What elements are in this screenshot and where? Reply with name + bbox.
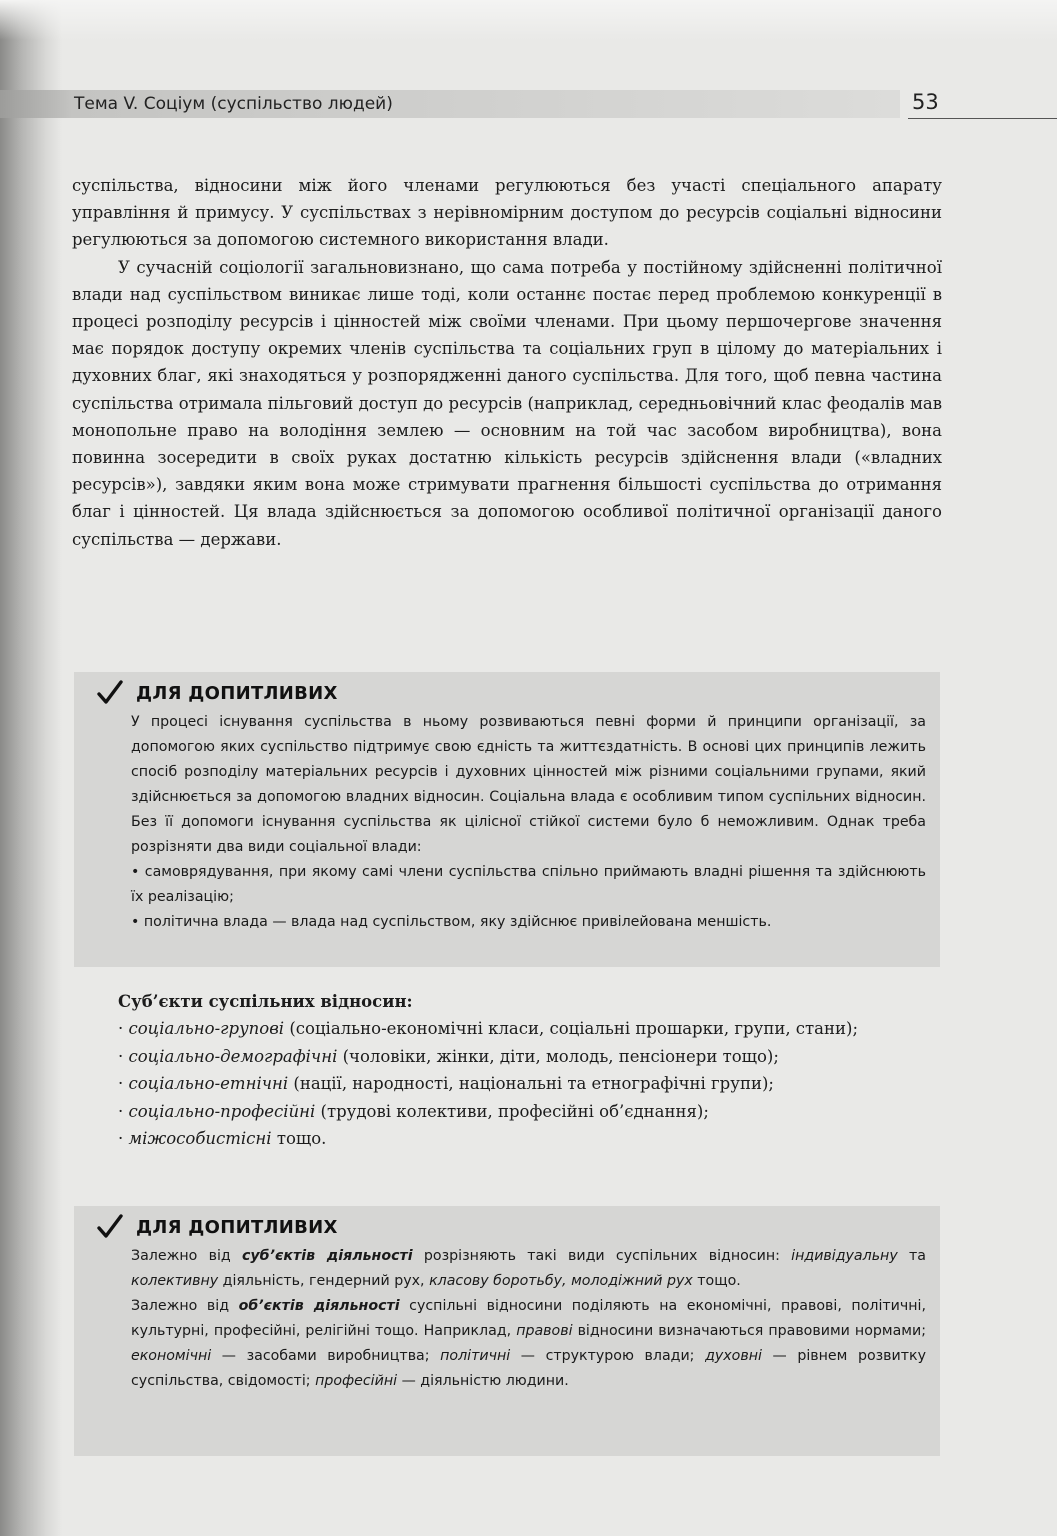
subjects-list-item [72,1070,944,1097]
info-box-bullet: • самоврядування, при якому самі члени суспільства спільно приймають владні рішення та здійснюють їх реалізацію; [131,864,926,905]
subjects-list-item [72,1125,944,1152]
key-term: політичні [440,1348,511,1364]
key-term: об’єктів діяльності [238,1298,400,1314]
page-number: 53 [912,90,939,114]
key-term: суб’єктів діяльності [242,1248,413,1264]
text-run: — діяльністю людини. [397,1373,569,1389]
text-run: тощо. [692,1273,741,1289]
subject-desc: (трудові колективи, професійні об’єднання); [315,1101,709,1121]
subject-desc: (нації, народності, національні та етнографічні групи); [288,1074,774,1094]
info-box-body [131,1244,926,1394]
bullet: · [118,1129,129,1149]
key-term: індивідуальну [791,1248,898,1264]
text-run: суспільні відносини поділяють на економічні, правові, політичні, культурні, професійні, релігійні тощо. Наприклад, [131,1298,926,1339]
subjects-list-item [72,1015,944,1042]
text-run: — засобами виробництва; [211,1348,441,1364]
info-box-header [96,678,338,708]
subject-desc: (чоловіки, жінки, діти, молодь, пенсіонери тощо); [337,1046,779,1066]
subject-term: соціально-етнічні [128,1074,289,1094]
subject-term: соціально-демографічні [128,1046,338,1066]
text-run: Залежно від [131,1298,239,1314]
main-text [72,172,942,553]
header-rule [908,118,1057,119]
bullet: · [118,1074,129,1094]
bullet: · [118,1101,129,1121]
text-run: відносини визначаються правовими нормами; [572,1323,926,1339]
running-header [0,86,1057,126]
subject-desc: тощо. [271,1129,327,1149]
text-run: розрізняють такі види суспільних відносин: [412,1248,792,1264]
subjects-list-item [72,1043,944,1070]
info-box-paragraph: У процесі існування суспільства в ньому розвиваються певні форми й принципи організації, за допомогою яких суспільство підтримує свою єдність та життєздатність. В основі цих принципів лежить спосіб розподілу матеріальних ресурсів і духовних цінностей між різними соціальними групами, який здійснюється за допомогою владних відносин. Соціальна влада є особливим типом суспільних відносин. Без її допомоги існування суспільства як цілісної стійкої системи було б неможливим. Однак треба розрізняти два види соціальної влади: [131,714,926,855]
text-run: діяльність, гендерний рух, [218,1273,430,1289]
header-title: Тема V. Соціум (суспільство людей) [74,94,393,114]
info-box-body [131,710,926,935]
subjects-section [72,988,944,1152]
info-box-header [96,1212,338,1242]
key-term: правові [516,1323,573,1339]
bullet: · [118,1046,129,1066]
key-term: професійні [315,1373,398,1389]
subjects-list-item [72,1098,944,1125]
scan-top-shade [0,0,1057,40]
paragraph-1: суспільства, відносини між його членами регулюються без участі спеціального апарату управління й примусу. У суспільствах з нерівномірним доступом до ресурсів соціальні відносини регулюються за допомогою системного використання влади. [72,176,942,250]
info-box-paragraph [131,1294,926,1394]
text-run: та [897,1248,926,1264]
check-icon [96,1213,124,1241]
scan-edge-shadow [0,0,62,1536]
info-box-curious-2 [74,1206,940,1456]
key-term: духовні [705,1348,762,1364]
info-box-title: ДЛЯ ДОПИТЛИВИХ [136,682,338,704]
info-box-bullet: • політична влада — влада над суспільством, яку здійснює привілейована меншість. [131,914,772,930]
subject-term: соціально-групові [128,1019,285,1039]
check-icon [96,679,124,707]
subject-desc: (соціально-економічні класи, соціальні прошарки, групи, стани); [284,1019,859,1039]
text-run: — структурою влади; [510,1348,706,1364]
key-term: колективну [131,1273,219,1289]
key-term: класову боротьбу, молодіжний рух [429,1273,693,1289]
text-run: Залежно від [131,1248,242,1264]
subjects-heading: Суб’єкти суспільних відносин: [118,992,413,1011]
subject-term: соціально-професійні [128,1101,316,1121]
info-box-title: ДЛЯ ДОПИТЛИВИХ [136,1216,338,1238]
paragraph-2: У сучасній соціології загальновизнано, що сама потреба у постійному здійсненні політичної влади над суспільством виникає лише тоді, коли останнє постає перед проблемою конкуренції в процесі розподілу ресурсів і цінностей між своїми членами. При цьому першочергове значення має порядок доступу окремих членів суспільства та соціальних груп в цілому до матеріальних і духовних благ, які знаходяться у розпорядженні даного суспільства. Для того, щоб певна частина суспільства отримала пільговий доступ до ресурсів (наприклад, середньовічний клас феодалів мав монопольне право на володіння землею — основним на той час засобом виробництва), вона повинна зосередити в своїх руках достатню кількість ресурсів здійснення влади («владних ресурсів»), завдяки яким вона може стримувати прагнення більшості суспільства до отримання благ і цінностей. Ця влада здійснюється за допомогою особливої політичної організації даного суспільства — держави. [72,257,942,549]
key-term: економічні [131,1348,212,1364]
info-box-curious-1 [74,672,940,967]
subject-term: міжособистісні [128,1129,272,1149]
text-run: — рівнем розвитку суспільства, свідомості; [131,1348,926,1389]
bullet: · [118,1019,129,1039]
info-box-paragraph [131,1244,926,1294]
